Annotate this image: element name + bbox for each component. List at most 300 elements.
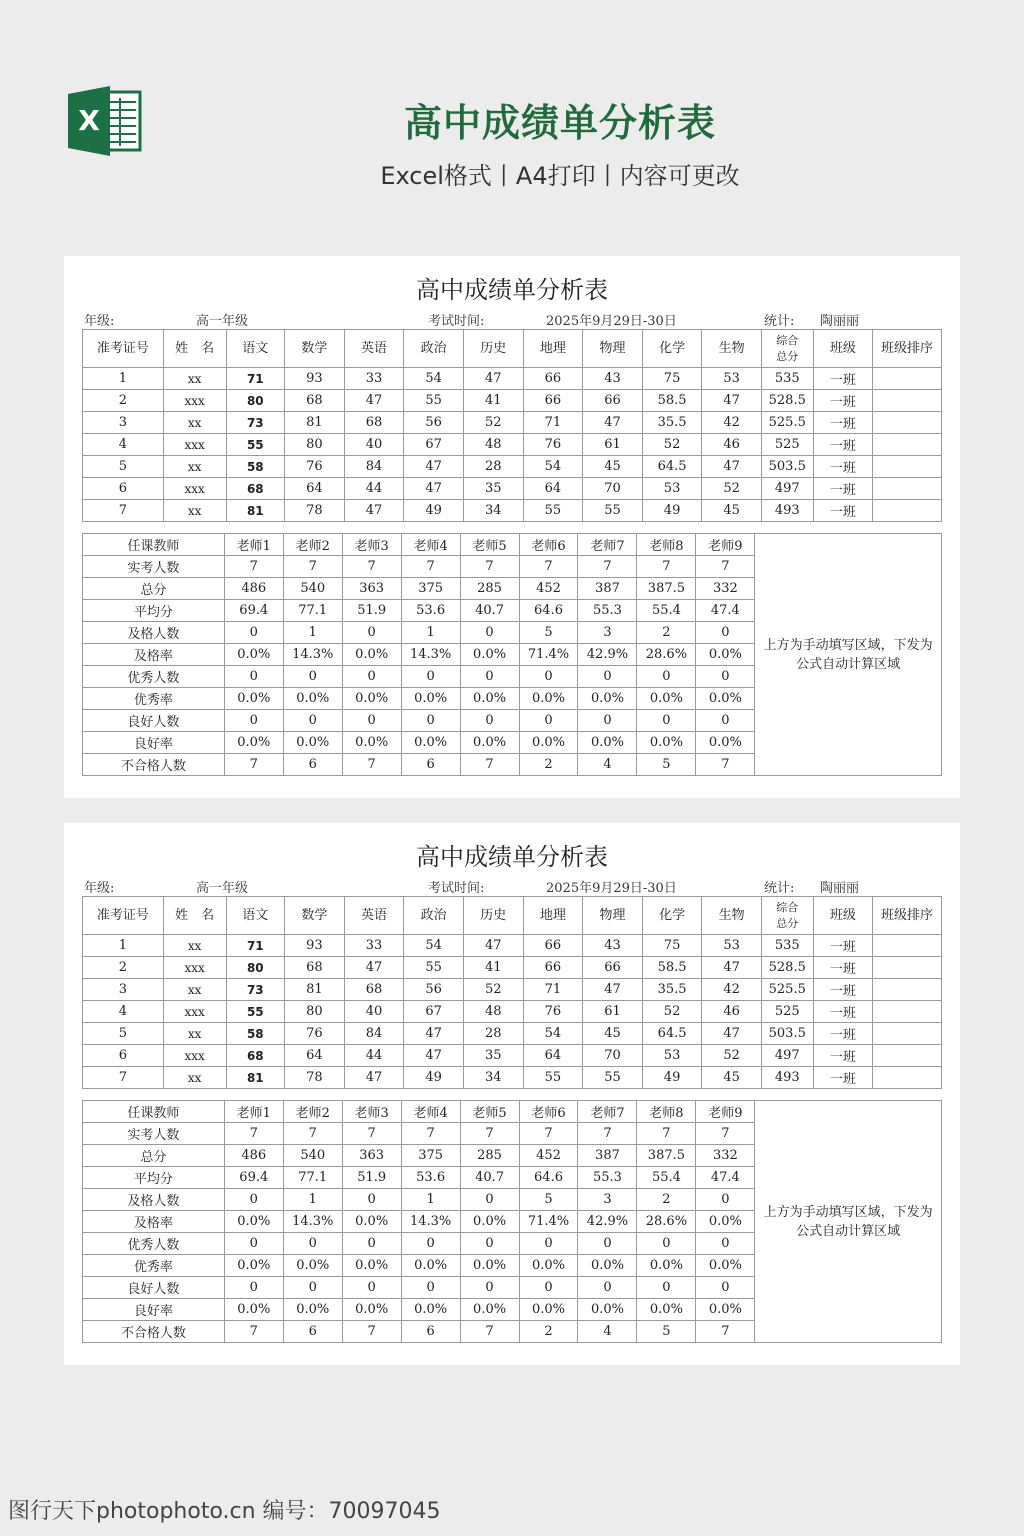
table-cell[interactable]: 42 xyxy=(702,979,762,1001)
table-cell[interactable]: 75 xyxy=(642,935,702,957)
table-cell[interactable]: 0 xyxy=(460,710,519,732)
table-cell[interactable]: xx xyxy=(163,456,226,478)
table-cell[interactable]: 47 xyxy=(344,390,404,412)
table-cell[interactable]: 0 xyxy=(283,1233,342,1255)
table-cell[interactable]: 77.1 xyxy=(283,1167,342,1189)
table-cell[interactable]: 7 xyxy=(696,1321,755,1343)
table-cell[interactable]: 93 xyxy=(285,368,345,390)
table-cell[interactable]: 7 xyxy=(224,556,283,578)
table-cell[interactable]: 0 xyxy=(696,666,755,688)
table-cell[interactable]: 44 xyxy=(344,1045,404,1067)
table-cell[interactable]: 0.0% xyxy=(224,688,283,710)
table-cell[interactable]: 71 xyxy=(523,979,583,1001)
table-cell[interactable]: 0.0% xyxy=(519,1299,578,1321)
table-cell[interactable]: 40 xyxy=(344,434,404,456)
table-cell[interactable]: 55 xyxy=(226,434,285,456)
table-cell[interactable]: 47 xyxy=(344,1067,404,1089)
table-cell[interactable]: 61 xyxy=(583,1001,643,1023)
table-cell[interactable]: 0.0% xyxy=(224,1211,283,1233)
table-cell[interactable]: 7 xyxy=(342,556,401,578)
table-cell[interactable]: xx xyxy=(163,979,226,1001)
table-cell[interactable]: 40 xyxy=(344,1001,404,1023)
table-cell[interactable]: 535 xyxy=(761,935,813,957)
table-cell[interactable]: 0 xyxy=(342,710,401,732)
table-cell[interactable]: 77.1 xyxy=(283,600,342,622)
table-cell[interactable]: 0.0% xyxy=(696,688,755,710)
table-cell[interactable]: 0.0% xyxy=(696,1299,755,1321)
table-cell[interactable]: 54 xyxy=(404,935,464,957)
table-cell[interactable]: 1 xyxy=(283,1189,342,1211)
table-cell[interactable]: 61 xyxy=(583,434,643,456)
table-cell[interactable]: 0 xyxy=(401,1277,460,1299)
table-cell[interactable]: 68 xyxy=(285,390,345,412)
table-cell[interactable]: 0 xyxy=(578,710,637,732)
table-cell[interactable]: 93 xyxy=(285,935,345,957)
table-cell[interactable]: 7 xyxy=(460,754,519,776)
table-cell[interactable]: 55 xyxy=(523,500,583,522)
table-cell[interactable]: 2 xyxy=(637,622,696,644)
table-cell[interactable]: xx xyxy=(163,412,226,434)
table-cell[interactable]: 68 xyxy=(344,412,404,434)
table-cell[interactable]: 35 xyxy=(463,1045,523,1067)
table-cell[interactable]: 0 xyxy=(460,1277,519,1299)
table-cell[interactable]: 0.0% xyxy=(519,732,578,754)
table-cell[interactable]: 一班 xyxy=(813,368,873,390)
table-cell[interactable]: 67 xyxy=(404,434,464,456)
table-cell[interactable]: 55 xyxy=(226,1001,285,1023)
table-cell[interactable]: 1 xyxy=(401,622,460,644)
table-cell[interactable]: 76 xyxy=(285,456,345,478)
table-cell[interactable]: 64.6 xyxy=(519,600,578,622)
table-cell[interactable]: 66 xyxy=(523,368,583,390)
table-cell[interactable]: 一班 xyxy=(813,1001,873,1023)
table-cell[interactable]: 47.4 xyxy=(696,600,755,622)
table-cell[interactable]: 47 xyxy=(702,456,762,478)
table-cell[interactable]: 0.0% xyxy=(578,1255,637,1277)
table-cell[interactable]: 68 xyxy=(226,478,285,500)
table-cell[interactable]: 528.5 xyxy=(761,957,813,979)
table-cell[interactable]: 363 xyxy=(342,578,401,600)
table-cell[interactable]: 2 xyxy=(83,957,164,979)
table-cell[interactable]: 0 xyxy=(460,1189,519,1211)
table-cell[interactable]: 64 xyxy=(285,1045,345,1067)
table-cell[interactable]: 47 xyxy=(344,957,404,979)
table-cell[interactable]: 14.3% xyxy=(283,644,342,666)
table-cell[interactable]: 6 xyxy=(83,478,164,500)
table-cell[interactable]: 52 xyxy=(642,1001,702,1023)
table-cell[interactable]: 0 xyxy=(401,666,460,688)
table-cell[interactable]: 43 xyxy=(583,368,643,390)
table-cell[interactable]: 5 xyxy=(519,1189,578,1211)
table-cell[interactable]: 525.5 xyxy=(761,979,813,1001)
table-cell[interactable]: 14.3% xyxy=(401,644,460,666)
table-cell[interactable]: 41 xyxy=(463,957,523,979)
table-cell[interactable]: 一班 xyxy=(813,478,873,500)
table-cell[interactable]: 76 xyxy=(285,1023,345,1045)
table-cell[interactable]: 387.5 xyxy=(637,578,696,600)
table-cell[interactable]: 68 xyxy=(226,1045,285,1067)
table-cell[interactable]: 0.0% xyxy=(401,1255,460,1277)
table-cell[interactable] xyxy=(873,368,942,390)
table-cell[interactable]: 一班 xyxy=(813,935,873,957)
table-cell[interactable]: 35.5 xyxy=(642,412,702,434)
table-cell[interactable]: 5 xyxy=(83,456,164,478)
table-cell[interactable]: 81 xyxy=(226,1067,285,1089)
table-cell[interactable]: 7 xyxy=(401,1123,460,1145)
table-cell[interactable]: 52 xyxy=(463,412,523,434)
table-cell[interactable]: 64 xyxy=(523,1045,583,1067)
table-cell[interactable]: 55 xyxy=(404,957,464,979)
table-cell[interactable]: 49 xyxy=(642,500,702,522)
table-cell[interactable]: 0 xyxy=(696,1233,755,1255)
table-cell[interactable]: 42 xyxy=(702,412,762,434)
table-cell[interactable]: 0 xyxy=(283,666,342,688)
table-cell[interactable]: 7 xyxy=(224,1321,283,1343)
table-cell[interactable]: 503.5 xyxy=(761,1023,813,1045)
table-cell[interactable] xyxy=(873,500,942,522)
table-cell[interactable]: 332 xyxy=(696,1145,755,1167)
table-cell[interactable]: 0 xyxy=(342,1189,401,1211)
table-cell[interactable]: 47 xyxy=(702,1023,762,1045)
table-cell[interactable]: 48 xyxy=(463,434,523,456)
table-cell[interactable]: 52 xyxy=(702,478,762,500)
table-cell[interactable]: 66 xyxy=(523,390,583,412)
table-cell[interactable]: 14.3% xyxy=(283,1211,342,1233)
table-cell[interactable]: 67 xyxy=(404,1001,464,1023)
table-cell[interactable]: 0.0% xyxy=(578,688,637,710)
table-cell[interactable]: 0.0% xyxy=(578,732,637,754)
table-cell[interactable]: 54 xyxy=(404,368,464,390)
table-cell[interactable]: 84 xyxy=(344,456,404,478)
table-cell[interactable]: 0.0% xyxy=(283,1255,342,1277)
table-cell[interactable] xyxy=(873,390,942,412)
table-cell[interactable]: 7 xyxy=(696,754,755,776)
table-cell[interactable]: 53 xyxy=(702,368,762,390)
table-cell[interactable]: 71.4% xyxy=(519,1211,578,1233)
table-cell[interactable]: 81 xyxy=(226,500,285,522)
table-cell[interactable]: xx xyxy=(163,368,226,390)
table-cell[interactable] xyxy=(873,412,942,434)
table-cell[interactable]: 66 xyxy=(523,935,583,957)
table-cell[interactable]: 285 xyxy=(460,1145,519,1167)
table-cell[interactable]: 486 xyxy=(224,1145,283,1167)
table-cell[interactable]: 47 xyxy=(404,1023,464,1045)
table-cell[interactable]: 55 xyxy=(583,500,643,522)
table-cell[interactable]: 4 xyxy=(83,1001,164,1023)
table-cell[interactable]: 0 xyxy=(224,710,283,732)
table-cell[interactable]: 0.0% xyxy=(696,1211,755,1233)
table-cell[interactable]: 80 xyxy=(285,434,345,456)
table-cell[interactable]: 0.0% xyxy=(401,688,460,710)
table-cell[interactable]: 28 xyxy=(463,1023,523,1045)
table-cell[interactable] xyxy=(873,957,942,979)
table-cell[interactable]: 71 xyxy=(226,935,285,957)
table-cell[interactable]: 1 xyxy=(83,368,164,390)
table-cell[interactable]: 54 xyxy=(523,1023,583,1045)
table-cell[interactable]: 53 xyxy=(642,1045,702,1067)
table-cell[interactable]: 0 xyxy=(519,1277,578,1299)
table-cell[interactable]: 一班 xyxy=(813,1023,873,1045)
table-cell[interactable]: 1 xyxy=(283,622,342,644)
table-cell[interactable] xyxy=(873,434,942,456)
table-cell[interactable]: 78 xyxy=(285,1067,345,1089)
table-cell[interactable]: 0.0% xyxy=(519,688,578,710)
table-cell[interactable]: 81 xyxy=(285,979,345,1001)
table-cell[interactable]: 0 xyxy=(578,1233,637,1255)
table-cell[interactable]: 40.7 xyxy=(460,600,519,622)
table-cell[interactable]: 332 xyxy=(696,578,755,600)
table-cell[interactable]: 7 xyxy=(578,1123,637,1145)
table-cell[interactable]: 0.0% xyxy=(637,732,696,754)
table-cell[interactable]: 0 xyxy=(342,1277,401,1299)
table-cell[interactable]: 0.0% xyxy=(224,644,283,666)
table-cell[interactable]: 47 xyxy=(404,1045,464,1067)
table-cell[interactable]: 7 xyxy=(696,556,755,578)
table-cell[interactable]: 0 xyxy=(224,622,283,644)
table-cell[interactable]: 497 xyxy=(761,478,813,500)
table-cell[interactable]: 52 xyxy=(642,434,702,456)
table-cell[interactable]: 3 xyxy=(578,622,637,644)
table-cell[interactable]: 7 xyxy=(224,754,283,776)
table-cell[interactable]: 28.6% xyxy=(637,644,696,666)
table-cell[interactable] xyxy=(873,1067,942,1089)
table-cell[interactable]: 54 xyxy=(523,456,583,478)
table-cell[interactable]: 0 xyxy=(224,1189,283,1211)
table-cell[interactable]: xx xyxy=(163,500,226,522)
table-cell[interactable] xyxy=(873,478,942,500)
table-cell[interactable]: 80 xyxy=(285,1001,345,1023)
table-cell[interactable]: 7 xyxy=(637,556,696,578)
table-cell[interactable]: 47 xyxy=(463,935,523,957)
table-cell[interactable]: 64.5 xyxy=(642,1023,702,1045)
table-cell[interactable] xyxy=(873,979,942,1001)
table-cell[interactable]: 47 xyxy=(583,979,643,1001)
table-cell[interactable]: 52 xyxy=(463,979,523,1001)
table-cell[interactable]: 0 xyxy=(460,1233,519,1255)
table-cell[interactable]: 55.3 xyxy=(578,1167,637,1189)
table-cell[interactable]: 486 xyxy=(224,578,283,600)
table-cell[interactable]: 0.0% xyxy=(696,644,755,666)
table-cell[interactable]: 45 xyxy=(702,500,762,522)
table-cell[interactable]: 375 xyxy=(401,578,460,600)
table-cell[interactable]: 71.4% xyxy=(519,644,578,666)
table-cell[interactable]: 73 xyxy=(226,412,285,434)
table-cell[interactable]: 44 xyxy=(344,478,404,500)
table-cell[interactable]: 0 xyxy=(519,710,578,732)
table-cell[interactable]: 71 xyxy=(523,412,583,434)
table-cell[interactable]: 0.0% xyxy=(460,1299,519,1321)
table-cell[interactable]: 一班 xyxy=(813,434,873,456)
table-cell[interactable]: 0 xyxy=(637,1277,696,1299)
table-cell[interactable]: 0 xyxy=(519,1233,578,1255)
table-cell[interactable]: 0 xyxy=(637,710,696,732)
table-cell[interactable]: 35 xyxy=(463,478,523,500)
table-cell[interactable]: 6 xyxy=(283,754,342,776)
table-cell[interactable]: 47 xyxy=(702,390,762,412)
table-cell[interactable]: 56 xyxy=(404,979,464,1001)
table-cell[interactable]: 45 xyxy=(702,1067,762,1089)
table-cell[interactable]: 6 xyxy=(401,1321,460,1343)
table-cell[interactable]: 0 xyxy=(342,1233,401,1255)
table-cell[interactable]: 1 xyxy=(83,935,164,957)
table-cell[interactable]: 0.0% xyxy=(342,1255,401,1277)
table-cell[interactable]: 3 xyxy=(578,1189,637,1211)
table-cell[interactable]: 0.0% xyxy=(224,1299,283,1321)
table-cell[interactable]: 7 xyxy=(342,1321,401,1343)
table-cell[interactable]: 68 xyxy=(285,957,345,979)
table-cell[interactable]: 0.0% xyxy=(283,688,342,710)
table-cell[interactable] xyxy=(873,456,942,478)
table-cell[interactable]: 69.4 xyxy=(224,600,283,622)
table-cell[interactable]: 78 xyxy=(285,500,345,522)
table-cell[interactable]: 40.7 xyxy=(460,1167,519,1189)
table-cell[interactable]: 47.4 xyxy=(696,1167,755,1189)
table-cell[interactable]: 64.5 xyxy=(642,456,702,478)
table-cell[interactable]: 35.5 xyxy=(642,979,702,1001)
table-cell[interactable]: 一班 xyxy=(813,1045,873,1067)
table-cell[interactable]: 0.0% xyxy=(578,1299,637,1321)
table-cell[interactable]: 4 xyxy=(578,1321,637,1343)
table-cell[interactable]: xx xyxy=(163,935,226,957)
table-cell[interactable]: 66 xyxy=(583,957,643,979)
table-cell[interactable]: xxx xyxy=(163,390,226,412)
table-cell[interactable]: 70 xyxy=(583,1045,643,1067)
table-cell[interactable]: 7 xyxy=(637,1123,696,1145)
table-cell[interactable]: 0.0% xyxy=(696,1255,755,1277)
table-cell[interactable]: 525.5 xyxy=(761,412,813,434)
table-cell[interactable]: 47 xyxy=(404,478,464,500)
table-cell[interactable]: 452 xyxy=(519,1145,578,1167)
table-cell[interactable]: 55.3 xyxy=(578,600,637,622)
table-cell[interactable]: 525 xyxy=(761,434,813,456)
table-cell[interactable]: 0.0% xyxy=(342,1299,401,1321)
table-cell[interactable]: 66 xyxy=(523,957,583,979)
table-cell[interactable]: 0 xyxy=(519,666,578,688)
table-cell[interactable]: xxx xyxy=(163,478,226,500)
table-cell[interactable]: xxx xyxy=(163,1001,226,1023)
table-cell[interactable]: 5 xyxy=(637,754,696,776)
table-cell[interactable]: 7 xyxy=(460,1321,519,1343)
table-cell[interactable]: 49 xyxy=(404,1067,464,1089)
table-cell[interactable]: 一班 xyxy=(813,500,873,522)
table-cell[interactable]: 0 xyxy=(401,1233,460,1255)
table-cell[interactable]: 34 xyxy=(463,1067,523,1089)
table-cell[interactable]: xxx xyxy=(163,434,226,456)
table-cell[interactable]: 0.0% xyxy=(224,732,283,754)
table-cell[interactable]: 0.0% xyxy=(637,688,696,710)
table-cell[interactable]: 0 xyxy=(224,666,283,688)
table-cell[interactable]: 84 xyxy=(344,1023,404,1045)
table-cell[interactable]: 47 xyxy=(404,456,464,478)
table-cell[interactable]: 0.0% xyxy=(283,1299,342,1321)
table-cell[interactable]: 43 xyxy=(583,935,643,957)
table-cell[interactable]: 55 xyxy=(523,1067,583,1089)
table-cell[interactable]: 55 xyxy=(404,390,464,412)
table-cell[interactable]: 5 xyxy=(83,1023,164,1045)
table-cell[interactable]: 0 xyxy=(224,1277,283,1299)
table-cell[interactable]: 0.0% xyxy=(342,644,401,666)
table-cell[interactable]: 56 xyxy=(404,412,464,434)
table-cell[interactable]: 493 xyxy=(761,1067,813,1089)
table-cell[interactable]: 70 xyxy=(583,478,643,500)
table-cell[interactable]: 2 xyxy=(637,1189,696,1211)
table-cell[interactable]: 80 xyxy=(226,390,285,412)
table-cell[interactable]: 0.0% xyxy=(224,1255,283,1277)
table-cell[interactable]: 42.9% xyxy=(578,644,637,666)
table-cell[interactable]: 0 xyxy=(578,1277,637,1299)
table-cell[interactable]: 64 xyxy=(285,478,345,500)
table-cell[interactable]: 285 xyxy=(460,578,519,600)
table-cell[interactable]: 49 xyxy=(642,1067,702,1089)
table-cell[interactable]: 46 xyxy=(702,434,762,456)
table-cell[interactable]: 0.0% xyxy=(696,732,755,754)
table-cell[interactable]: 0 xyxy=(342,622,401,644)
table-cell[interactable]: 0 xyxy=(578,666,637,688)
table-cell[interactable]: 0 xyxy=(342,666,401,688)
table-cell[interactable]: 0.0% xyxy=(460,688,519,710)
table-cell[interactable]: 540 xyxy=(283,578,342,600)
table-cell[interactable]: 497 xyxy=(761,1045,813,1067)
table-cell[interactable]: 0.0% xyxy=(342,732,401,754)
table-cell[interactable]: 535 xyxy=(761,368,813,390)
table-cell[interactable]: 7 xyxy=(342,754,401,776)
table-cell[interactable]: 58 xyxy=(226,456,285,478)
table-cell[interactable]: 528.5 xyxy=(761,390,813,412)
table-cell[interactable]: 6 xyxy=(83,1045,164,1067)
table-cell[interactable]: 6 xyxy=(283,1321,342,1343)
table-cell[interactable]: 45 xyxy=(583,456,643,478)
table-cell[interactable]: 一班 xyxy=(813,1067,873,1089)
table-cell[interactable]: 0.0% xyxy=(401,1299,460,1321)
table-cell[interactable]: 53 xyxy=(702,935,762,957)
table-cell[interactable]: 66 xyxy=(583,390,643,412)
table-cell[interactable]: 53.6 xyxy=(401,1167,460,1189)
table-cell[interactable]: xxx xyxy=(163,957,226,979)
table-cell[interactable]: 503.5 xyxy=(761,456,813,478)
table-cell[interactable]: 6 xyxy=(401,754,460,776)
table-cell[interactable]: 7 xyxy=(460,1123,519,1145)
table-cell[interactable] xyxy=(873,1001,942,1023)
table-cell[interactable]: 47 xyxy=(344,500,404,522)
table-cell[interactable]: 73 xyxy=(226,979,285,1001)
table-cell[interactable]: 33 xyxy=(344,935,404,957)
table-cell[interactable]: 45 xyxy=(583,1023,643,1045)
table-cell[interactable]: 80 xyxy=(226,957,285,979)
table-cell[interactable]: 一班 xyxy=(813,456,873,478)
table-cell[interactable]: 55.4 xyxy=(637,1167,696,1189)
table-cell[interactable]: 51.9 xyxy=(342,600,401,622)
table-cell[interactable]: 47 xyxy=(583,412,643,434)
table-cell[interactable]: 0.0% xyxy=(519,1255,578,1277)
table-cell[interactable]: 0 xyxy=(460,622,519,644)
table-cell[interactable]: 58.5 xyxy=(642,957,702,979)
table-cell[interactable]: 2 xyxy=(83,390,164,412)
table-cell[interactable]: 493 xyxy=(761,500,813,522)
table-cell[interactable]: 387 xyxy=(578,578,637,600)
table-cell[interactable]: 525 xyxy=(761,1001,813,1023)
table-cell[interactable]: 14.3% xyxy=(401,1211,460,1233)
table-cell[interactable]: 387 xyxy=(578,1145,637,1167)
table-cell[interactable]: 2 xyxy=(519,1321,578,1343)
table-cell[interactable]: 0 xyxy=(460,666,519,688)
table-cell[interactable]: 1 xyxy=(401,1189,460,1211)
table-cell[interactable] xyxy=(873,1045,942,1067)
table-cell[interactable]: 0 xyxy=(696,1277,755,1299)
table-cell[interactable]: 7 xyxy=(83,500,164,522)
table-cell[interactable]: 540 xyxy=(283,1145,342,1167)
table-cell[interactable]: 0 xyxy=(637,1233,696,1255)
table-cell[interactable]: 0 xyxy=(696,1189,755,1211)
